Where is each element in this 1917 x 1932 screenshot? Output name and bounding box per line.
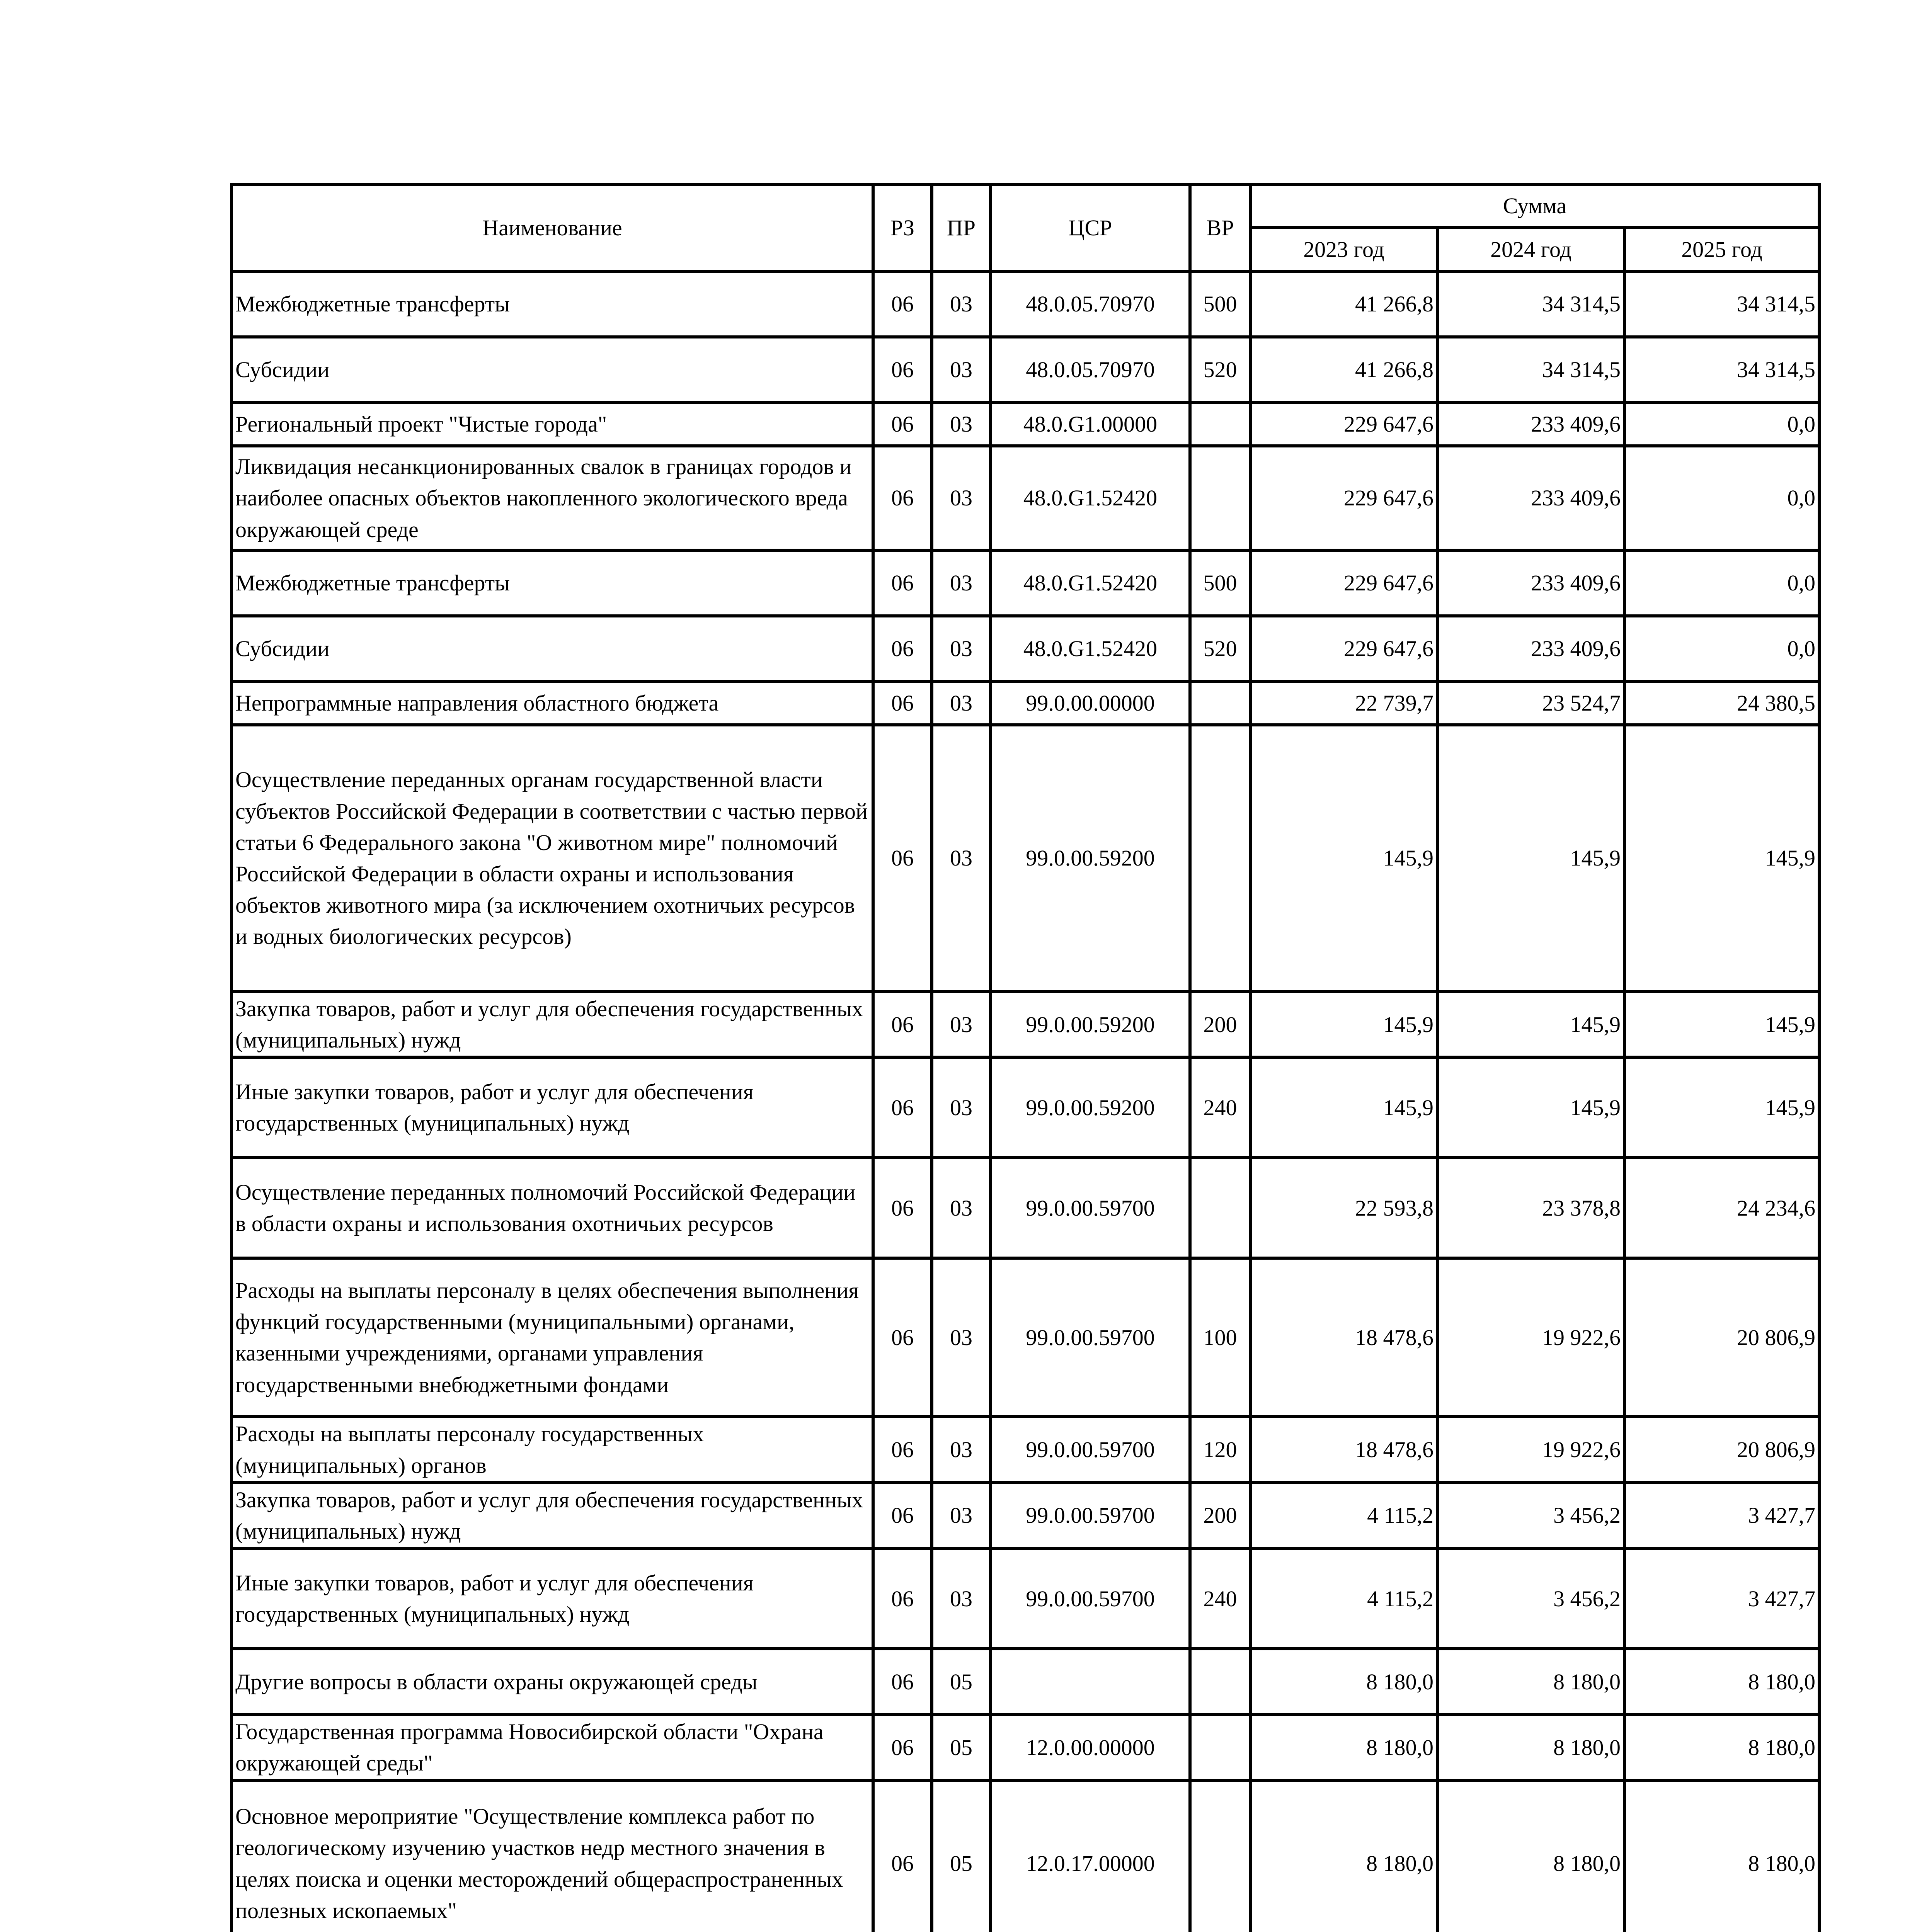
cell-2024: 8 180,0 bbox=[1437, 1781, 1624, 1932]
cell-vr: 240 bbox=[1190, 1548, 1250, 1649]
cell-rz: 06 bbox=[873, 992, 932, 1057]
cell-2023: 145,9 bbox=[1250, 992, 1437, 1057]
cell-vr: 500 bbox=[1190, 550, 1250, 616]
cell-vr: 100 bbox=[1190, 1258, 1250, 1417]
table-row bbox=[232, 725, 1819, 992]
cell-csr: 99.0.00.00000 bbox=[991, 682, 1190, 725]
cell-name: Иные закупки товаров, работ и услуг для обеспечения государственных (муниципальных) нужд bbox=[232, 1548, 873, 1649]
table-row bbox=[232, 403, 1819, 446]
cell-2024: 233 409,6 bbox=[1437, 616, 1624, 682]
header-sum: Сумма bbox=[1250, 184, 1819, 228]
cell-2023: 22 593,8 bbox=[1250, 1158, 1437, 1258]
cell-pr: 03 bbox=[932, 725, 991, 992]
cell-2025: 145,9 bbox=[1624, 992, 1819, 1057]
cell-rz: 06 bbox=[873, 682, 932, 725]
cell-2024: 233 409,6 bbox=[1437, 550, 1624, 616]
cell-2023: 229 647,6 bbox=[1250, 403, 1437, 446]
table-row bbox=[232, 1417, 1819, 1482]
cell-pr: 05 bbox=[932, 1714, 991, 1780]
cell-name: Региональный проект "Чистые города" bbox=[232, 403, 873, 446]
cell-2023: 41 266,8 bbox=[1250, 271, 1437, 337]
cell-2024: 145,9 bbox=[1437, 1057, 1624, 1158]
table-row bbox=[232, 992, 1819, 1057]
cell-name: Иные закупки товаров, работ и услуг для обеспечения государственных (муниципальных) нужд bbox=[232, 1057, 873, 1158]
cell-csr: 99.0.00.59700 bbox=[991, 1158, 1190, 1258]
cell-rz: 06 bbox=[873, 337, 932, 403]
cell-rz: 06 bbox=[873, 725, 932, 992]
cell-2024: 34 314,5 bbox=[1437, 271, 1624, 337]
cell-rz: 06 bbox=[873, 1483, 932, 1548]
cell-csr: 48.0.05.70970 bbox=[991, 271, 1190, 337]
header-csr: ЦСР bbox=[991, 184, 1190, 271]
cell-pr: 03 bbox=[932, 1548, 991, 1649]
table-row bbox=[232, 1781, 1819, 1932]
cell-csr: 12.0.17.00000 bbox=[991, 1781, 1190, 1932]
cell-2024: 19 922,6 bbox=[1437, 1258, 1624, 1417]
cell-vr: 200 bbox=[1190, 1483, 1250, 1548]
cell-rz: 06 bbox=[873, 1714, 932, 1780]
table-row bbox=[232, 271, 1819, 337]
cell-2023: 8 180,0 bbox=[1250, 1649, 1437, 1714]
cell-2024: 23 524,7 bbox=[1437, 682, 1624, 725]
cell-2023: 18 478,6 bbox=[1250, 1258, 1437, 1417]
cell-2023: 229 647,6 bbox=[1250, 550, 1437, 616]
cell-rz: 06 bbox=[873, 550, 932, 616]
cell-pr: 03 bbox=[932, 550, 991, 616]
cell-vr bbox=[1190, 725, 1250, 992]
cell-pr: 03 bbox=[932, 616, 991, 682]
table-row bbox=[232, 1483, 1819, 1548]
cell-name: Другие вопросы в области охраны окружающей среды bbox=[232, 1649, 873, 1714]
table-row bbox=[232, 1258, 1819, 1417]
table-row bbox=[232, 1714, 1819, 1780]
cell-csr: 99.0.00.59200 bbox=[991, 725, 1190, 992]
cell-csr: 99.0.00.59700 bbox=[991, 1417, 1190, 1482]
cell-2025: 20 806,9 bbox=[1624, 1258, 1819, 1417]
header-rz: РЗ bbox=[873, 184, 932, 271]
cell-pr: 03 bbox=[932, 403, 991, 446]
cell-csr: 48.0.G1.00000 bbox=[991, 403, 1190, 446]
cell-pr: 03 bbox=[932, 271, 991, 337]
cell-name: Закупка товаров, работ и услуг для обеспечения государственных (муниципальных) нужд bbox=[232, 992, 873, 1057]
cell-csr: 12.0.00.00000 bbox=[991, 1714, 1190, 1780]
cell-name: Осуществление переданных органам государственной власти субъектов Российской Федерации в соответствии с частью первой статьи 6 Федерального закона "О животном мире" полномочий Российской Федерации в области охраны и использования объектов животного мира (за исключением охотничьих ресурсов и водных биологических ресурсов) bbox=[232, 725, 873, 992]
cell-name: Межбюджетные трансферты bbox=[232, 550, 873, 616]
table-row bbox=[232, 1158, 1819, 1258]
table-row bbox=[232, 1649, 1819, 1714]
cell-csr: 99.0.00.59200 bbox=[991, 992, 1190, 1057]
cell-name: Государственная программа Новосибирской области "Охрана окружающей среды" bbox=[232, 1714, 873, 1780]
header-name: Наименование bbox=[232, 184, 873, 271]
cell-vr: 240 bbox=[1190, 1057, 1250, 1158]
header-year-2023: 2023 год bbox=[1250, 228, 1437, 271]
cell-csr: 99.0.00.59700 bbox=[991, 1483, 1190, 1548]
cell-2024: 19 922,6 bbox=[1437, 1417, 1624, 1482]
cell-pr: 05 bbox=[932, 1649, 991, 1714]
cell-vr bbox=[1190, 1158, 1250, 1258]
cell-vr bbox=[1190, 1714, 1250, 1780]
header-pr: ПР bbox=[932, 184, 991, 271]
table-row bbox=[232, 337, 1819, 403]
cell-2025: 34 314,5 bbox=[1624, 337, 1819, 403]
cell-2025: 8 180,0 bbox=[1624, 1649, 1819, 1714]
cell-2023: 145,9 bbox=[1250, 725, 1437, 992]
cell-2024: 145,9 bbox=[1437, 725, 1624, 992]
cell-2023: 8 180,0 bbox=[1250, 1781, 1437, 1932]
header-year-2025: 2025 год bbox=[1624, 228, 1819, 271]
cell-2023: 8 180,0 bbox=[1250, 1714, 1437, 1780]
cell-rz: 06 bbox=[873, 1417, 932, 1482]
cell-2024: 233 409,6 bbox=[1437, 403, 1624, 446]
cell-2024: 3 456,2 bbox=[1437, 1483, 1624, 1548]
cell-2024: 3 456,2 bbox=[1437, 1548, 1624, 1649]
cell-2024: 23 378,8 bbox=[1437, 1158, 1624, 1258]
cell-2023: 18 478,6 bbox=[1250, 1417, 1437, 1482]
cell-csr: 99.0.00.59700 bbox=[991, 1548, 1190, 1649]
cell-pr: 03 bbox=[932, 1258, 991, 1417]
cell-pr: 03 bbox=[932, 1057, 991, 1158]
cell-pr: 03 bbox=[932, 1483, 991, 1548]
cell-rz: 06 bbox=[873, 271, 932, 337]
budget-table bbox=[230, 183, 1821, 1932]
cell-2023: 4 115,2 bbox=[1250, 1548, 1437, 1649]
table-row bbox=[232, 682, 1819, 725]
header-vr: ВР bbox=[1190, 184, 1250, 271]
cell-2025: 0,0 bbox=[1624, 616, 1819, 682]
cell-name: Расходы на выплаты персоналу государственных (муниципальных) органов bbox=[232, 1417, 873, 1482]
cell-2024: 8 180,0 bbox=[1437, 1649, 1624, 1714]
cell-pr: 03 bbox=[932, 992, 991, 1057]
cell-rz: 06 bbox=[873, 1548, 932, 1649]
cell-csr: 48.0.G1.52420 bbox=[991, 446, 1190, 550]
cell-name: Субсидии bbox=[232, 337, 873, 403]
header-row-top bbox=[232, 184, 1819, 228]
cell-rz: 06 bbox=[873, 616, 932, 682]
cell-2025: 24 380,5 bbox=[1624, 682, 1819, 725]
cell-name: Ликвидация несанкционированных свалок в границах городов и наиболее опасных объектов накопленного экологического вреда окружающей среде bbox=[232, 446, 873, 550]
cell-pr: 03 bbox=[932, 682, 991, 725]
cell-pr: 03 bbox=[932, 446, 991, 550]
cell-2025: 24 234,6 bbox=[1624, 1158, 1819, 1258]
cell-csr: 48.0.05.70970 bbox=[991, 337, 1190, 403]
cell-2025: 145,9 bbox=[1624, 1057, 1819, 1158]
cell-2025: 3 427,7 bbox=[1624, 1483, 1819, 1548]
cell-csr bbox=[991, 1649, 1190, 1714]
cell-2025: 145,9 bbox=[1624, 725, 1819, 992]
cell-2025: 0,0 bbox=[1624, 550, 1819, 616]
cell-csr: 99.0.00.59200 bbox=[991, 1057, 1190, 1158]
cell-2024: 233 409,6 bbox=[1437, 446, 1624, 550]
cell-rz: 06 bbox=[873, 446, 932, 550]
table-row bbox=[232, 550, 1819, 616]
cell-vr bbox=[1190, 446, 1250, 550]
cell-name: Закупка товаров, работ и услуг для обеспечения государственных (муниципальных) нужд bbox=[232, 1483, 873, 1548]
cell-vr: 200 bbox=[1190, 992, 1250, 1057]
cell-vr bbox=[1190, 1781, 1250, 1932]
cell-pr: 03 bbox=[932, 1158, 991, 1258]
cell-vr: 520 bbox=[1190, 616, 1250, 682]
cell-vr bbox=[1190, 1649, 1250, 1714]
cell-name: Межбюджетные трансферты bbox=[232, 271, 873, 337]
cell-2023: 22 739,7 bbox=[1250, 682, 1437, 725]
cell-pr: 03 bbox=[932, 1417, 991, 1482]
cell-rz: 06 bbox=[873, 1057, 932, 1158]
cell-rz: 06 bbox=[873, 1781, 932, 1932]
cell-2025: 3 427,7 bbox=[1624, 1548, 1819, 1649]
cell-2023: 41 266,8 bbox=[1250, 337, 1437, 403]
cell-2024: 8 180,0 bbox=[1437, 1714, 1624, 1780]
cell-2025: 8 180,0 bbox=[1624, 1714, 1819, 1780]
cell-vr bbox=[1190, 403, 1250, 446]
cell-2024: 145,9 bbox=[1437, 992, 1624, 1057]
cell-rz: 06 bbox=[873, 1649, 932, 1714]
cell-name: Расходы на выплаты персоналу в целях обеспечения выполнения функций государственными (муниципальными) органами, казенными учреждениями, органами управления государственными внебюджетными фондами bbox=[232, 1258, 873, 1417]
cell-rz: 06 bbox=[873, 403, 932, 446]
cell-pr: 05 bbox=[932, 1781, 991, 1932]
table-row bbox=[232, 1057, 1819, 1158]
cell-2023: 4 115,2 bbox=[1250, 1483, 1437, 1548]
table-row bbox=[232, 616, 1819, 682]
cell-vr: 120 bbox=[1190, 1417, 1250, 1482]
cell-csr: 99.0.00.59700 bbox=[991, 1258, 1190, 1417]
cell-2025: 8 180,0 bbox=[1624, 1781, 1819, 1932]
cell-2025: 20 806,9 bbox=[1624, 1417, 1819, 1482]
cell-vr: 520 bbox=[1190, 337, 1250, 403]
cell-rz: 06 bbox=[873, 1158, 932, 1258]
cell-csr: 48.0.G1.52420 bbox=[991, 616, 1190, 682]
cell-2025: 34 314,5 bbox=[1624, 271, 1819, 337]
cell-name: Основное мероприятие "Осуществление комплекса работ по геологическому изучению участков недр местного значения в целях поиска и оценки месторождений общераспространенных полезных ископаемых" bbox=[232, 1781, 873, 1932]
cell-csr: 48.0.G1.52420 bbox=[991, 550, 1190, 616]
cell-pr: 03 bbox=[932, 337, 991, 403]
table-row bbox=[232, 446, 1819, 550]
cell-2023: 229 647,6 bbox=[1250, 446, 1437, 550]
cell-name: Осуществление переданных полномочий Российской Федерации в области охраны и использования охотничьих ресурсов bbox=[232, 1158, 873, 1258]
table-body bbox=[232, 271, 1819, 1932]
cell-name: Субсидии bbox=[232, 616, 873, 682]
cell-vr bbox=[1190, 682, 1250, 725]
cell-2023: 145,9 bbox=[1250, 1057, 1437, 1158]
header-year-2024: 2024 год bbox=[1437, 228, 1624, 271]
cell-2024: 34 314,5 bbox=[1437, 337, 1624, 403]
cell-2025: 0,0 bbox=[1624, 446, 1819, 550]
cell-name: Непрограммные направления областного бюджета bbox=[232, 682, 873, 725]
cell-rz: 06 bbox=[873, 1258, 932, 1417]
cell-2023: 229 647,6 bbox=[1250, 616, 1437, 682]
cell-vr: 500 bbox=[1190, 271, 1250, 337]
table-row bbox=[232, 1548, 1819, 1649]
cell-2025: 0,0 bbox=[1624, 403, 1819, 446]
